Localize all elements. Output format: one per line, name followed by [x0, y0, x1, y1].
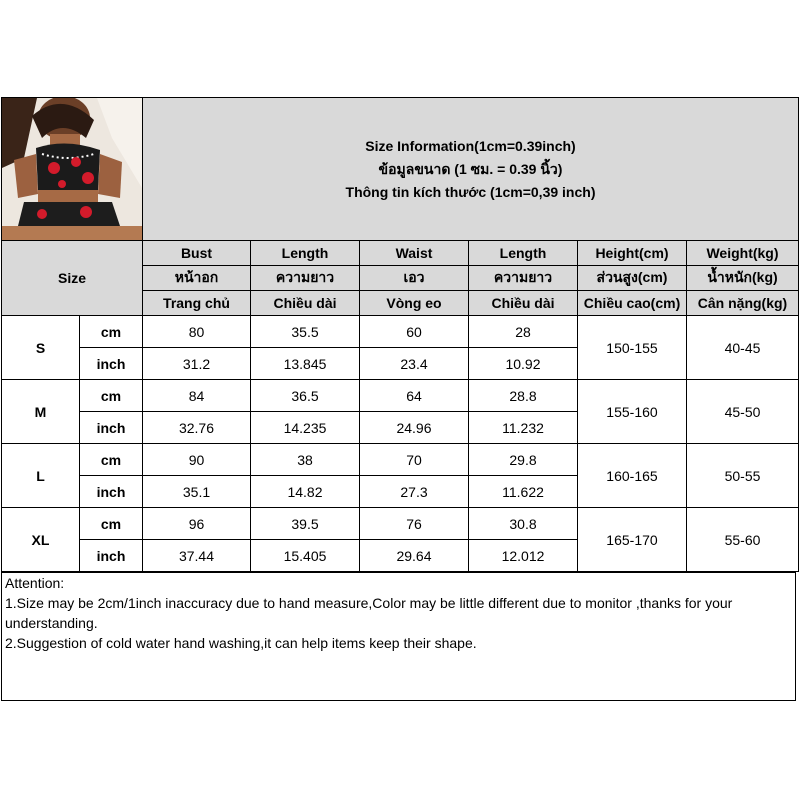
attention-box: [1, 572, 796, 701]
unit-label-cm: cm: [80, 508, 143, 540]
size-code: L: [2, 444, 80, 508]
measurement-inch: 15.405: [251, 540, 360, 572]
measurement-inch: 31.2: [143, 348, 251, 380]
attention-title: Attention:: [5, 575, 65, 591]
measurement-cm: 30.8: [469, 508, 578, 540]
weight-range: 45-50: [687, 380, 799, 444]
measurement-inch: 13.845: [251, 348, 360, 380]
size-chart: [1, 97, 798, 702]
size-table: [1, 97, 799, 572]
measurement-cm: 36.5: [251, 380, 360, 412]
info-line-th: ข้อมูลขนาด (1 ซม. = 0.39 นิ้ว): [378, 160, 563, 177]
table-row: [2, 316, 799, 348]
size-code: XL: [2, 508, 80, 572]
table-row: [2, 444, 799, 476]
measurement-inch: 14.82: [251, 476, 360, 508]
column-header-th: ความยาว: [469, 266, 578, 291]
corner-marker: [142, 98, 143, 103]
measurement-cm: 96: [143, 508, 251, 540]
measurement-cm: 80: [143, 316, 251, 348]
measurement-cm: 28.8: [469, 380, 578, 412]
height-range: 155-160: [578, 380, 687, 444]
table-row: [2, 508, 799, 540]
product-photo-cell: [2, 98, 143, 241]
height-range: 165-170: [578, 508, 687, 572]
weight-range: 50-55: [687, 444, 799, 508]
column-header-en: Length: [469, 241, 578, 266]
size-code: S: [2, 316, 80, 380]
measurement-cm: 76: [360, 508, 469, 540]
measurement-inch: 32.76: [143, 412, 251, 444]
column-header-en: Waist: [360, 241, 469, 266]
column-header-en: Length: [251, 241, 360, 266]
unit-label-cm: cm: [80, 380, 143, 412]
measurement-inch: 24.96: [360, 412, 469, 444]
column-header-en: Weight(kg): [687, 241, 799, 266]
measurement-cm: 29.8: [469, 444, 578, 476]
measurement-cm: 84: [143, 380, 251, 412]
measurement-cm: 38: [251, 444, 360, 476]
size-information-title: [143, 98, 799, 241]
column-header-vi: Chiều cao(cm): [578, 291, 687, 316]
attention-note-1: 1.Size may be 2cm/1inch inaccuracy due to hand measure,Color may be little different due to monitor ,thanks for your understanding.: [5, 595, 733, 631]
unit-label-inch: inch: [80, 348, 143, 380]
column-header-th: เอว: [360, 266, 469, 291]
measurement-cm: 64: [360, 380, 469, 412]
weight-range: 55-60: [687, 508, 799, 572]
measurement-cm: 35.5: [251, 316, 360, 348]
unit-label-inch: inch: [80, 476, 143, 508]
column-header-th: น้ำหนัก(kg): [687, 266, 799, 291]
measurement-inch: 11.232: [469, 412, 578, 444]
measurement-cm: 28: [469, 316, 578, 348]
height-range: 160-165: [578, 444, 687, 508]
measurement-inch: 10.92: [469, 348, 578, 380]
measurement-inch: 35.1: [143, 476, 251, 508]
column-header-vi: Chiều dài: [469, 291, 578, 316]
unit-label-cm: cm: [80, 316, 143, 348]
unit-label-cm: cm: [80, 444, 143, 476]
height-range: 150-155: [578, 316, 687, 380]
size-header: Size: [2, 241, 143, 316]
measurement-inch: 23.4: [360, 348, 469, 380]
column-header-vi: Vòng eo: [360, 291, 469, 316]
measurement-inch: 11.622: [469, 476, 578, 508]
measurement-inch: 27.3: [360, 476, 469, 508]
table-row: [2, 380, 799, 412]
column-header-th: หน้าอก: [143, 266, 251, 291]
column-header-vi: Cân nặng(kg): [687, 291, 799, 316]
measurement-cm: 70: [360, 444, 469, 476]
measurement-cm: 90: [143, 444, 251, 476]
product-photo: [2, 98, 142, 240]
column-header-th: ส่วนสูง(cm): [578, 266, 687, 291]
column-header-vi: Chiều dài: [251, 291, 360, 316]
info-line-en: Size Information(1cm=0.39inch): [365, 137, 576, 154]
column-header-vi: Trang chủ: [143, 291, 251, 316]
size-code: M: [2, 380, 80, 444]
measurement-cm: 39.5: [251, 508, 360, 540]
unit-label-inch: inch: [80, 540, 143, 572]
measurement-inch: 12.012: [469, 540, 578, 572]
column-header-en: Height(cm): [578, 241, 687, 266]
column-header-th: ความยาว: [251, 266, 360, 291]
measurement-inch: 14.235: [251, 412, 360, 444]
weight-range: 40-45: [687, 316, 799, 380]
column-header-en: Bust: [143, 241, 251, 266]
measurement-cm: 60: [360, 316, 469, 348]
attention-note-2: 2.Suggestion of cold water hand washing,it can help items keep their shape.: [5, 635, 477, 651]
measurement-inch: 29.64: [360, 540, 469, 572]
unit-label-inch: inch: [80, 412, 143, 444]
info-line-vi: Thông tin kích thước (1cm=0,39 inch): [345, 183, 596, 200]
measurement-inch: 37.44: [143, 540, 251, 572]
